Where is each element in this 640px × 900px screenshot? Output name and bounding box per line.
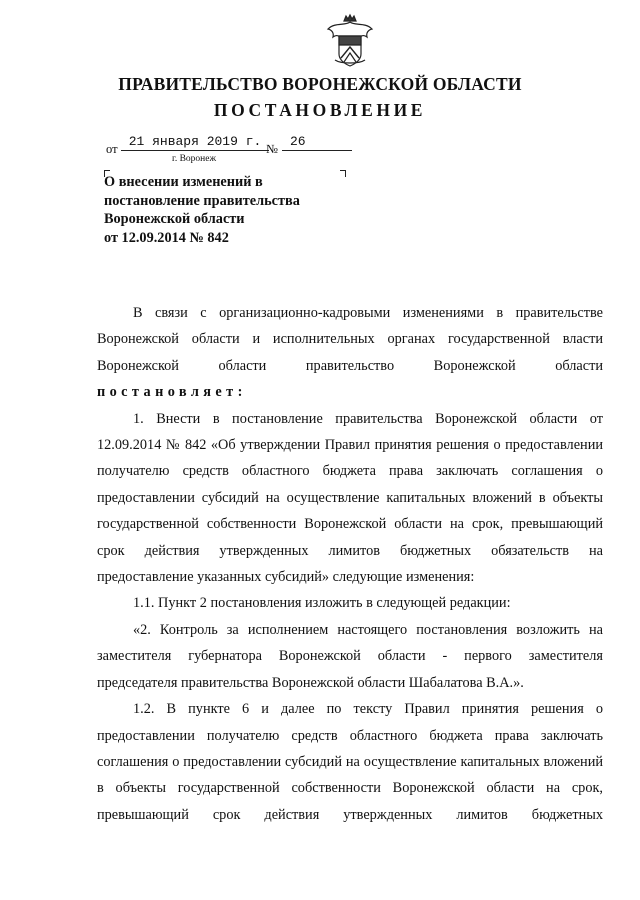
document-type: ПОСТАНОВЛЕНИЕ — [213, 100, 427, 120]
subject-line: постановление правительства — [104, 192, 300, 209]
preamble-paragraph: В связи с организационно-кадровыми изменениями в правительстве Воронежской области и исполнительных органах государственной власти Воронежской области правительство Воронежской области — [97, 305, 603, 374]
number-underline — [282, 150, 352, 151]
document-subject — [104, 173, 344, 247]
document-date: 21 января 2019 г. — [128, 134, 262, 149]
decides-paragraph — [97, 379, 603, 405]
date-underline — [121, 150, 269, 151]
subject-line: от 12.09.2014 № 842 — [104, 229, 229, 246]
decides-word: постановляет: — [97, 384, 247, 401]
subject-line: Воронежской области — [104, 211, 245, 227]
organization-title: ПРАВИТЕЛЬСТВО ВОРОНЕЖСКОЙ ОБЛАСТИ — [118, 74, 522, 94]
subject-line: О внесении изменений в — [104, 174, 263, 190]
document-body — [97, 300, 603, 828]
coat-of-arms-icon — [325, 12, 375, 68]
item-1-2-paragraph: 1.2. В пункте 6 и далее по тексту Правил принятия решения о предоставлении получателю средств областного бюджета права заключать соглашения о предоставлении субсидий на осуществление капитальных вложений в объекты государственной собственности Воронежской области на срок, превышающий срок действия утвержденных лимитов бюджетных — [97, 701, 603, 823]
number-sign: № — [266, 142, 278, 156]
document-city: г. Воронеж — [172, 154, 217, 164]
date-prefix: от — [106, 142, 118, 156]
item-1-1-paragraph: 1.1. Пункт 2 постановления изложить в следующей редакции: — [133, 595, 511, 612]
document-requisites — [100, 134, 360, 170]
document-number: 26 — [290, 134, 306, 149]
item-1-paragraph: 1. Внести в постановление правительства Воронежской области от 12.09.2014 № 842 «Об утверждении Правил принятия решения о предоставлении получателю средств областного бюджета права заключать соглашения о предоставлении субсидий на осуществление капитальных вложений в объекты государственной собственности Воронежской области на срок, превышающий срок действия утвержденных лимитов бюджетных обязательств на предоставление указанных субсидий» следующие изменения: — [97, 410, 603, 586]
item-1-1-text-paragraph: «2. Контроль за исполнением настоящего постановления возложить на заместителя губернатора Воронежской области - первого заместителя председателя правительства Воронежской области Шабалатова В.А.». — [97, 621, 603, 691]
